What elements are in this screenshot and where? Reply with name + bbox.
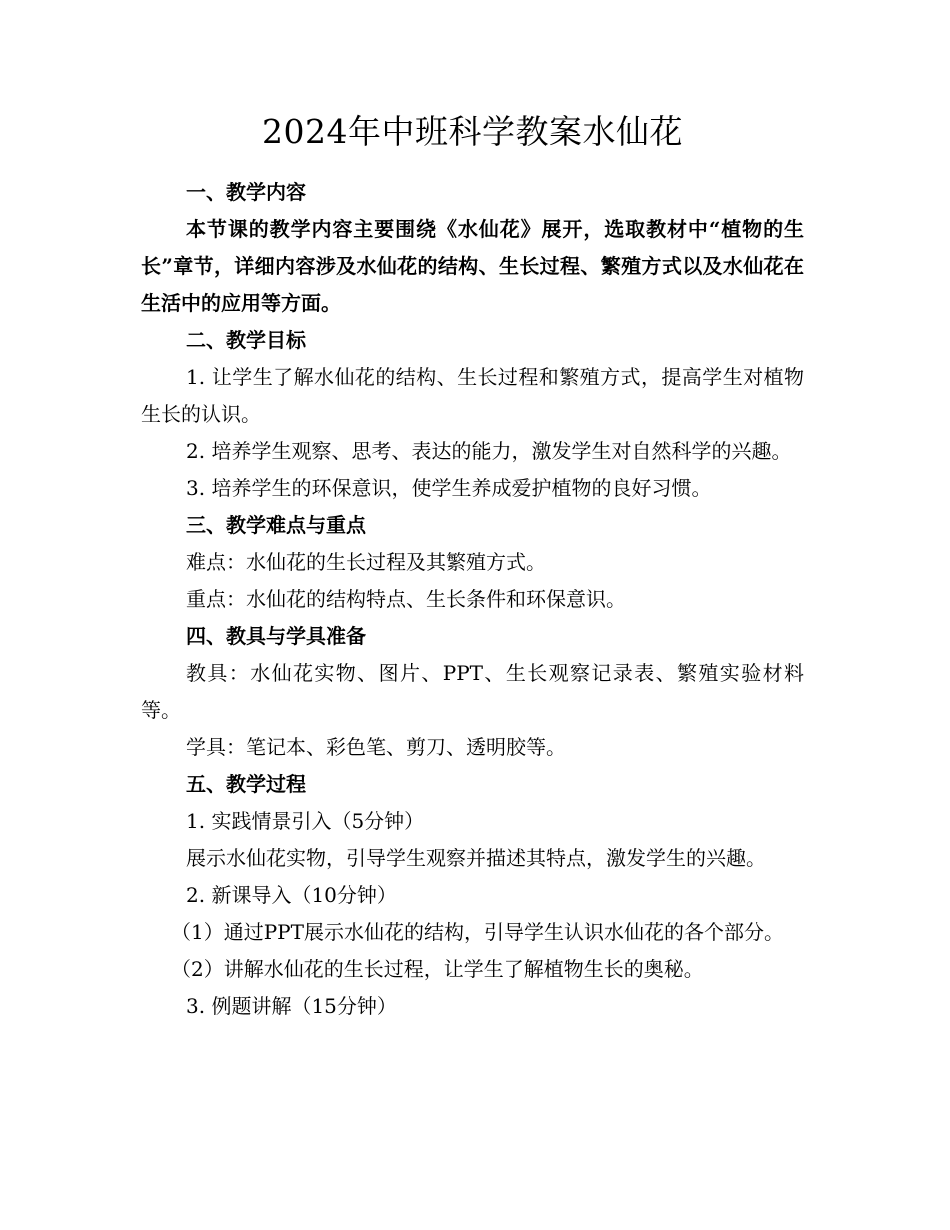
section-heading-teaching-goals: 二、教学目标 bbox=[186, 328, 306, 352]
process-step: 1. 实践情景引入（5分钟） bbox=[186, 809, 425, 833]
process-sub-item: （1）通过PPT展示水仙花的结构，引导学生认识水仙花的各个部分。 bbox=[171, 920, 784, 944]
section-heading-difficulties: 三、教学难点与重点 bbox=[186, 513, 366, 537]
section-heading-teaching-content: 一、教学内容 bbox=[186, 180, 306, 204]
key-point-text: 重点：水仙花的结构特点、生长条件和环保意识。 bbox=[186, 587, 626, 611]
teaching-aids-text: 教具：水仙花实物、图片、PPT、生长观察记录表、繁殖实验材料等。 bbox=[141, 661, 804, 722]
section-heading-materials: 四、教具与学具准备 bbox=[186, 624, 366, 648]
difficulty-text: 难点：水仙花的生长过程及其繁殖方式。 bbox=[186, 550, 546, 574]
teaching-goal-item: 2. 培养学生观察、思考、表达的能力，激发学生对自然科学的兴趣。 bbox=[186, 439, 792, 463]
teaching-goal-item: 3. 培养学生的环保意识，使学生养成爱护植物的良好习惯。 bbox=[186, 476, 712, 500]
student-tools-text: 学具：笔记本、彩色笔、剪刀、透明胶等。 bbox=[186, 735, 566, 759]
document-title: 2024年中班科学教案水仙花 bbox=[262, 112, 683, 151]
teaching-content-paragraph: 本节课的教学内容主要围绕《水仙花》展开，选取教材中“植物的生长”章节，详细内容涉及水仙花的结构、生长过程、繁殖方式以及水仙花在生活中的应用等方面。 bbox=[141, 217, 804, 315]
section-heading-process: 五、教学过程 bbox=[186, 772, 306, 796]
process-sub-item: （2）讲解水仙花的生长过程，让学生了解植物生长的奥秘。 bbox=[171, 957, 704, 981]
teaching-goal-item: 1. 让学生了解水仙花的结构、生长过程和繁殖方式，提高学生对植物生长的认识。 bbox=[141, 365, 804, 426]
process-step-body: 展示水仙花实物，引导学生观察并描述其特点，激发学生的兴趣。 bbox=[186, 846, 766, 870]
process-step: 3. 例题讲解（15分钟） bbox=[186, 994, 397, 1018]
process-step: 2. 新课导入（10分钟） bbox=[186, 883, 397, 907]
